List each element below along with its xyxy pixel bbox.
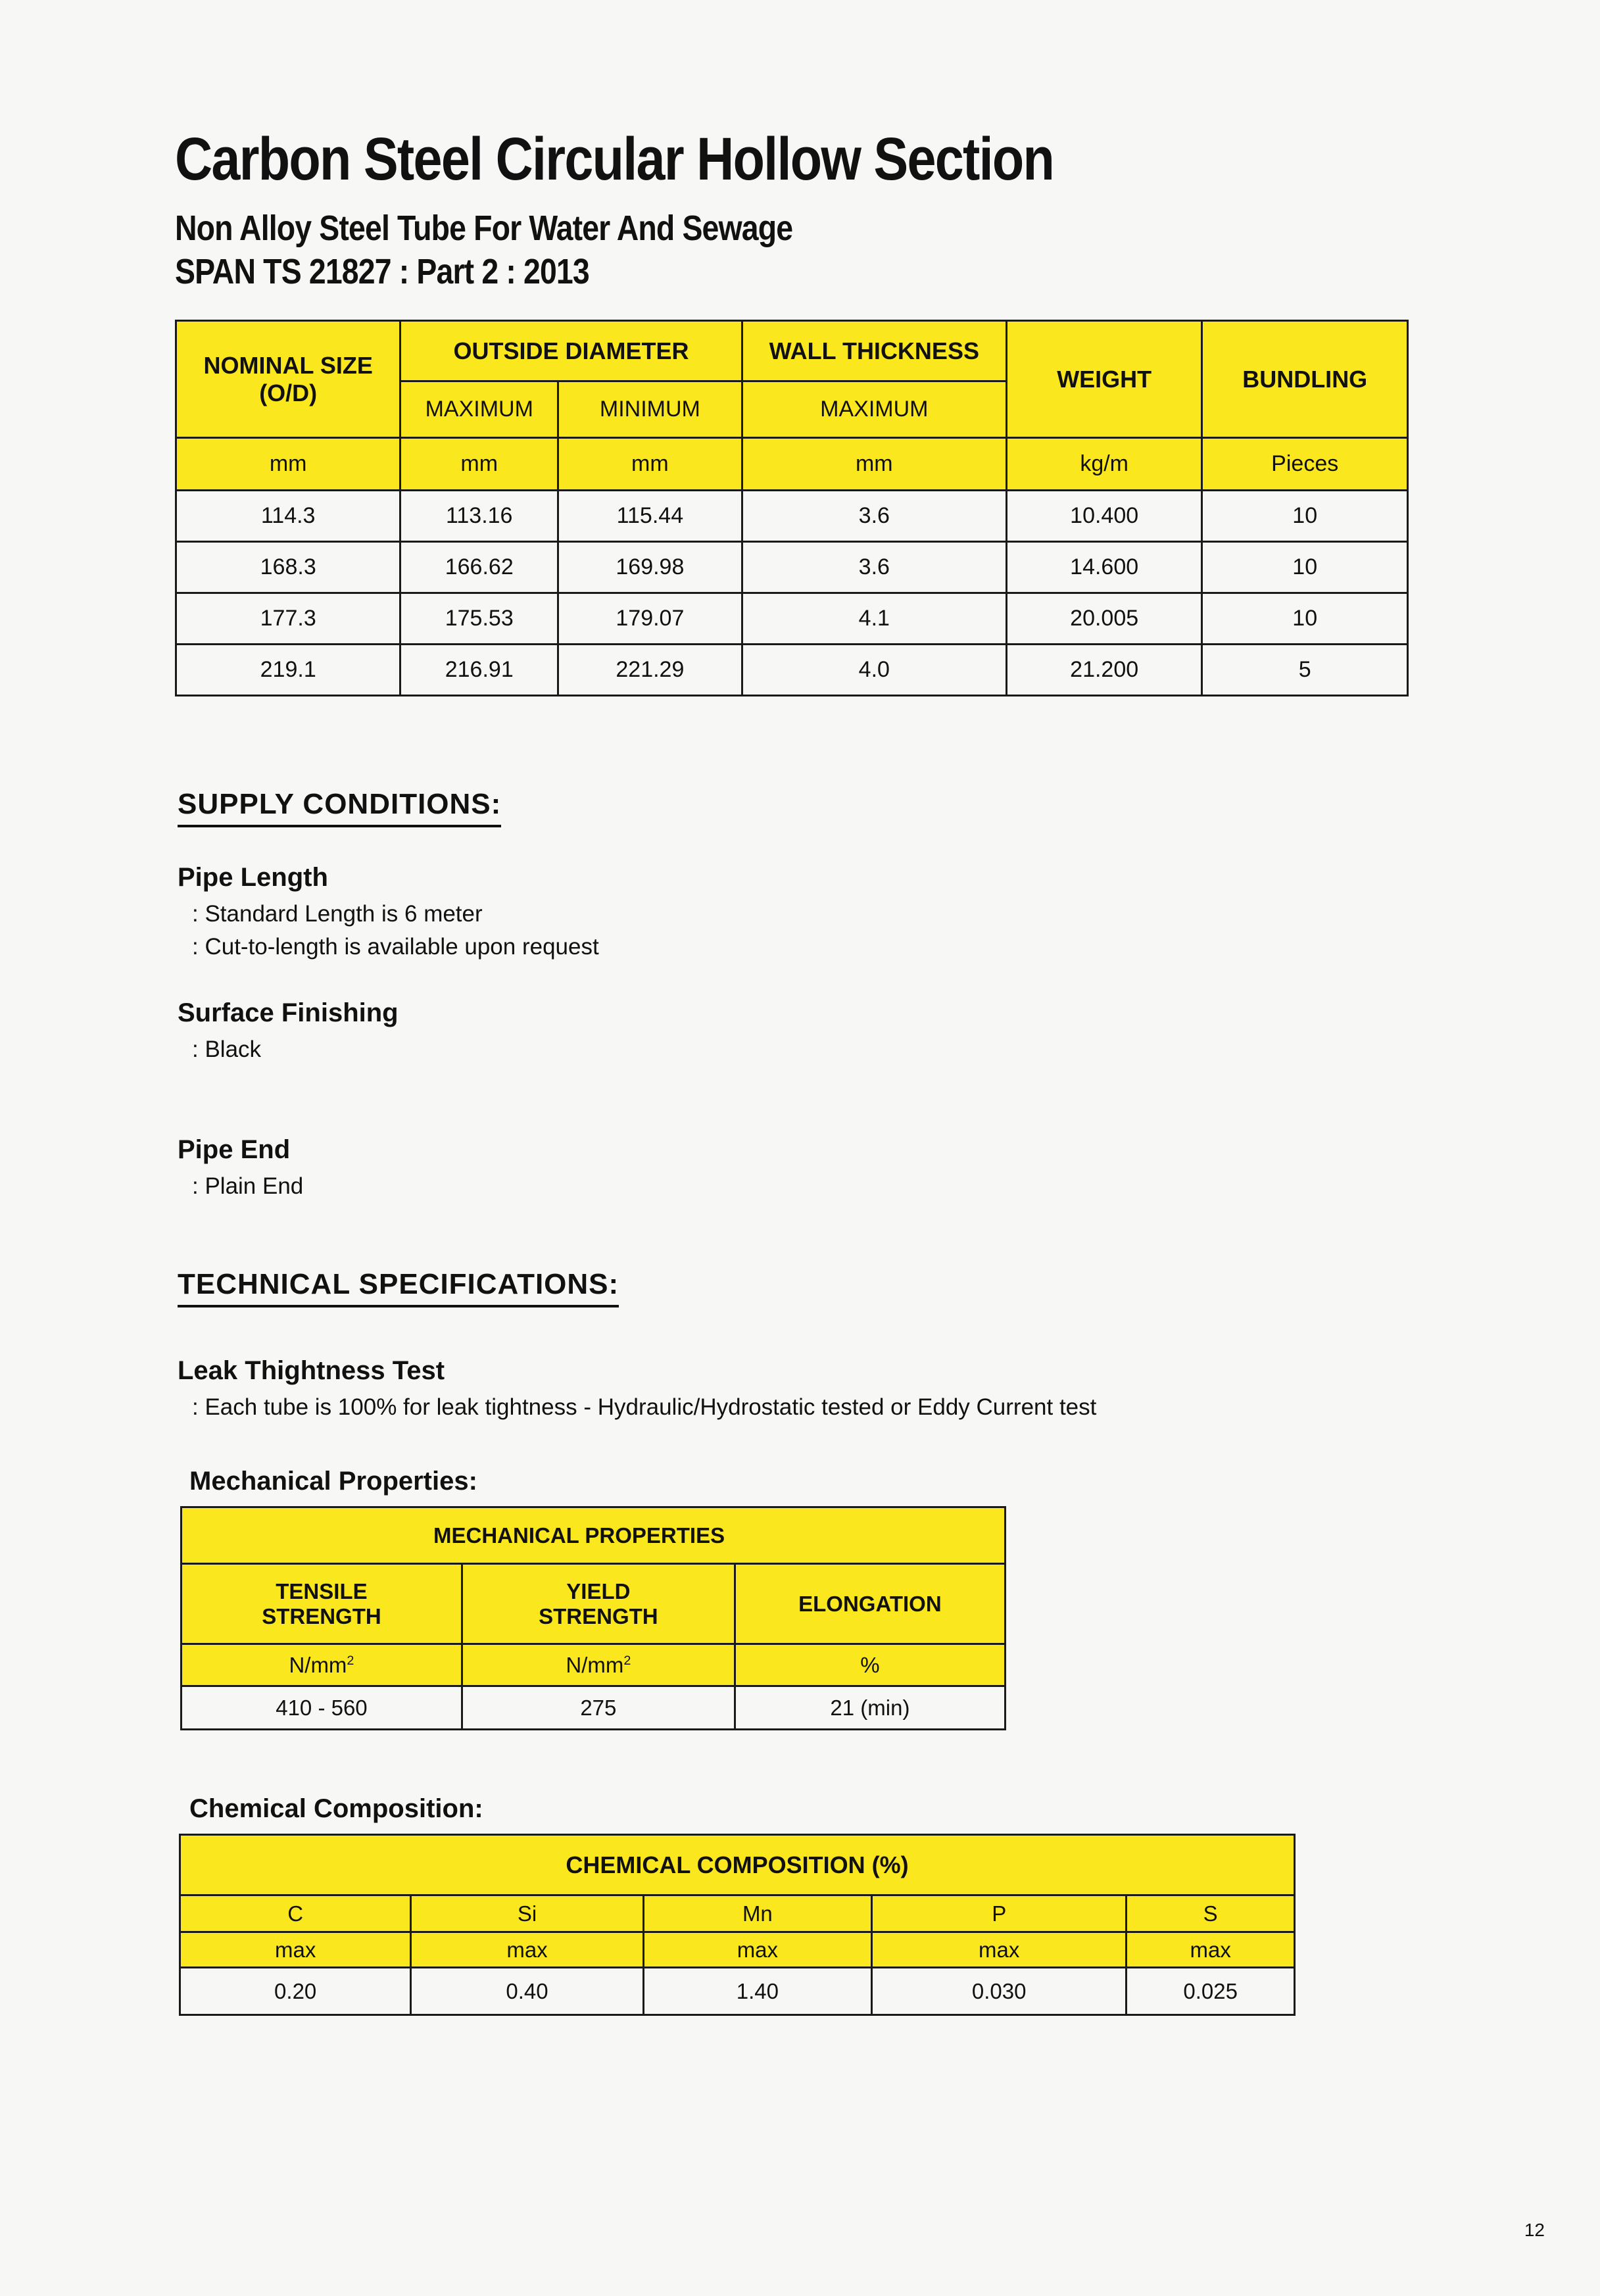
mechanical-table-title: MECHANICAL PROPERTIES	[182, 1507, 1006, 1564]
table-cell: 275	[462, 1686, 735, 1730]
chemical-composition-label: Chemical Composition:	[189, 1794, 483, 1823]
surface-finishing-line: : Black	[192, 1037, 262, 1062]
element-cell: P	[872, 1895, 1127, 1932]
technical-specifications-heading: TECHNICAL SPECIFICATIONS:	[178, 1268, 619, 1307]
unit-cell: %	[735, 1644, 1005, 1686]
table-cell: 114.3	[176, 491, 400, 542]
element-cell: Mn	[643, 1895, 871, 1932]
table-cell: 4.0	[742, 645, 1006, 696]
unit-cell: $N/mm^2$	[182, 1644, 462, 1686]
page-number: 12	[1524, 2220, 1545, 2240]
table-row	[182, 1686, 1006, 1730]
table-cell: 0.40	[411, 1968, 643, 2015]
page-title: Carbon Steel Circular Hollow Section	[175, 126, 1054, 193]
table-cell: 10	[1202, 491, 1408, 542]
table-cell: 0.025	[1127, 1968, 1295, 2015]
table-cell: 14.600	[1006, 542, 1201, 593]
table-cell: 4.1	[742, 593, 1006, 645]
table-cell: 219.1	[176, 645, 400, 696]
table-cell: 5	[1202, 645, 1408, 696]
unit-cell: mm	[400, 438, 558, 491]
leak-test-label: Leak Thightness Test	[178, 1356, 445, 1385]
table-cell: 10.400	[1006, 491, 1201, 542]
unit-cell: mm	[176, 438, 400, 491]
table-cell: 0.20	[180, 1968, 411, 2015]
header-elongation: ELONGATION	[735, 1564, 1005, 1644]
chemical-table-title: CHEMICAL COMPOSITION (%)	[180, 1835, 1295, 1895]
element-cell: Si	[411, 1895, 643, 1932]
pipe-length-line: : Cut-to-length is available upon request	[192, 934, 599, 960]
table-cell: 10	[1202, 593, 1408, 645]
supply-conditions-heading: SUPPLY CONDITIONS:	[178, 788, 501, 827]
limit-cell: max	[180, 1932, 411, 1968]
table-cell: 115.44	[558, 491, 742, 542]
table-cell: 20.005	[1006, 593, 1201, 645]
mechanical-properties-label: Mechanical Properties:	[189, 1467, 477, 1496]
leak-test-line: : Each tube is 100% for leak tightness - Hydraulic/Hydrostatic tested or Eddy Current test	[192, 1394, 1097, 1420]
page-subtitle: Non Alloy Steel Tube For Water And Sewage	[175, 208, 793, 248]
table-cell: 216.91	[400, 645, 558, 696]
table-cell: 179.07	[558, 593, 742, 645]
limit-cell: max	[643, 1932, 871, 1968]
limit-cell: max	[1127, 1932, 1295, 1968]
table-cell: 221.29	[558, 645, 742, 696]
table-cell: 3.6	[742, 491, 1006, 542]
element-cell: C	[180, 1895, 411, 1932]
table-cell: 21.200	[1006, 645, 1201, 696]
pipe-end-line: : Plain End	[192, 1173, 304, 1199]
unit-cell: mm	[558, 438, 742, 491]
surface-finishing-label: Surface Finishing	[178, 998, 399, 1027]
header-bundling: BUNDLING	[1202, 321, 1408, 438]
table-row	[176, 593, 1408, 645]
limit-cell: max	[411, 1932, 643, 1968]
element-cell: S	[1127, 1895, 1295, 1932]
table-row	[176, 542, 1408, 593]
header-nominal-size: NOMINAL SIZE (O/D)	[176, 321, 400, 438]
header-od-minimum: MINIMUM	[558, 381, 742, 438]
table-cell: 10	[1202, 542, 1408, 593]
unit-cell: kg/m	[1006, 438, 1201, 491]
pipe-length-label: Pipe Length	[178, 863, 328, 892]
header-wall-thickness: WALL THICKNESS	[742, 321, 1006, 381]
unit-cell: mm	[742, 438, 1006, 491]
chemical-composition-table	[179, 1834, 1296, 2016]
limit-cell: max	[872, 1932, 1127, 1968]
table-cell: 168.3	[176, 542, 400, 593]
table-cell: 175.53	[400, 593, 558, 645]
table-cell: 21 (min)	[735, 1686, 1005, 1730]
table-row	[176, 645, 1408, 696]
unit-cell: Pieces	[1202, 438, 1408, 491]
table-cell: 0.030	[872, 1968, 1127, 2015]
standard-reference: SPAN TS 21827 : Part 2 : 2013	[175, 252, 589, 291]
table-row	[180, 1968, 1295, 2015]
header-outside-diameter: OUTSIDE DIAMETER	[400, 321, 742, 381]
unit-cell: $N/mm^2$	[462, 1644, 735, 1686]
table-cell: 1.40	[643, 1968, 871, 2015]
mechanical-properties-table	[180, 1506, 1006, 1730]
header-yield-strength: YIELD STRENGTH	[462, 1564, 735, 1644]
table-cell: 410 - 560	[182, 1686, 462, 1730]
dimensions-table	[175, 320, 1409, 696]
pipe-length-line: : Standard Length is 6 meter	[192, 901, 483, 927]
pipe-end-label: Pipe End	[178, 1135, 291, 1164]
table-cell: 166.62	[400, 542, 558, 593]
header-weight: WEIGHT	[1006, 321, 1201, 438]
table-cell: 3.6	[742, 542, 1006, 593]
table-row	[176, 491, 1408, 542]
header-tensile-strength: TENSILE STRENGTH	[182, 1564, 462, 1644]
table-cell: 169.98	[558, 542, 742, 593]
header-od-maximum: MAXIMUM	[400, 381, 558, 438]
header-wt-maximum: MAXIMUM	[742, 381, 1006, 438]
table-cell: 113.16	[400, 491, 558, 542]
table-cell: 177.3	[176, 593, 400, 645]
